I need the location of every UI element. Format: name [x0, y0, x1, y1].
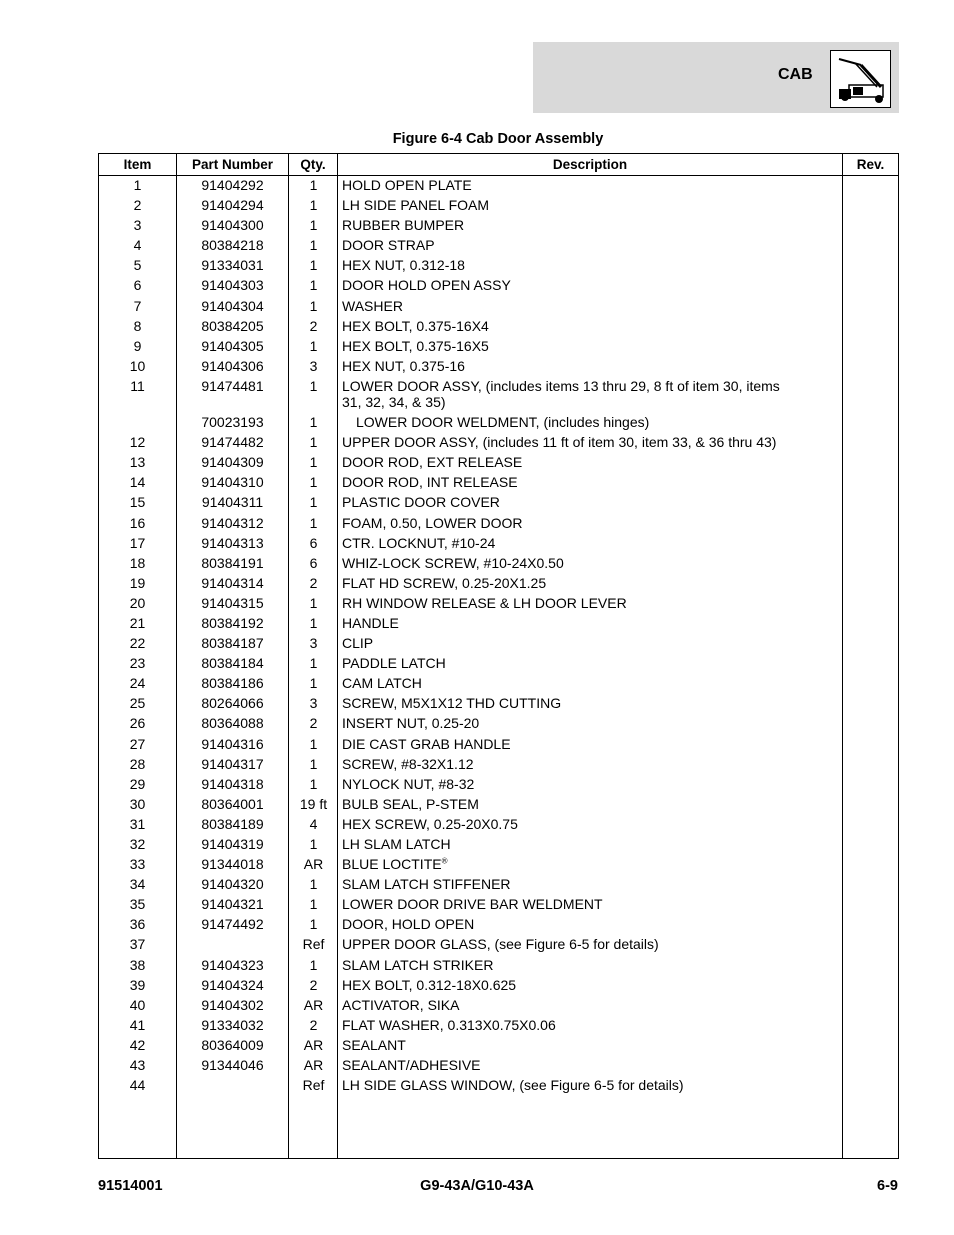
header-divider — [99, 175, 898, 176]
description-cell — [342, 358, 797, 374]
qty-cell: AR — [303, 996, 324, 1013]
description-text: DIE CAST GRAB HANDLE — [342, 735, 511, 752]
description-text: HEX BOLT, 0.375-16X4 — [342, 317, 489, 334]
part-number-cell: 91404323 — [201, 956, 264, 973]
footer-part-number: 91514001 — [98, 1178, 163, 1194]
description-text: CLIP — [342, 635, 374, 652]
description-cell — [342, 736, 797, 752]
part-number-cell: 91344018 — [201, 856, 264, 873]
description-text: BLUE LOCTITE — [342, 856, 442, 873]
description-cell — [342, 298, 797, 314]
description-text: LH SLAM LATCH — [342, 836, 451, 852]
description-text: CAM LATCH — [342, 675, 422, 692]
description-cell — [342, 1017, 797, 1033]
description-cell — [342, 237, 797, 253]
description-text: HOLD OPEN PLATE — [342, 177, 472, 193]
item-cell: 8 — [133, 317, 142, 334]
qty-cell: 1 — [309, 614, 318, 631]
qty-cell: AR — [303, 856, 324, 873]
description-cell — [342, 575, 797, 591]
qty-cell: 3 — [309, 695, 318, 712]
part-number-cell: 91404317 — [201, 755, 264, 772]
item-cell: 43 — [129, 1057, 146, 1074]
item-cell: 36 — [129, 916, 146, 933]
description-text: LOWER DOOR WELDMENT, (includes hinges) — [356, 414, 650, 431]
part-number-cell: 91334031 — [201, 257, 264, 274]
description-cell — [342, 997, 797, 1013]
description-cell — [342, 434, 797, 450]
item-cell: 41 — [129, 1016, 146, 1033]
table-body — [99, 177, 898, 1097]
qty-cell: 1 — [309, 197, 318, 214]
description-cell — [342, 896, 797, 912]
part-number-cell: 80384187 — [201, 635, 264, 652]
description-text: FOAM, 0.50, LOWER DOOR — [342, 514, 523, 531]
description-text: UPPER DOOR GLASS, (see Figure 6-5 for details) — [342, 936, 659, 953]
description-cell — [342, 595, 797, 611]
item-cell: 28 — [129, 755, 146, 772]
footer-model: G9-43A/G10-43A — [420, 1178, 534, 1194]
description-cell — [342, 856, 797, 872]
part-number-cell: 70023193 — [201, 414, 264, 431]
part-number-cell: 80384191 — [201, 554, 264, 571]
item-cell: 22 — [129, 635, 146, 652]
table-row — [99, 695, 898, 711]
description-text: RH WINDOW RELEASE & LH DOOR LEVER — [342, 594, 627, 611]
description-cell — [342, 957, 797, 973]
item-cell: 44 — [129, 1077, 146, 1094]
description-text: CTR. LOCKNUT, #10-24 — [342, 534, 496, 551]
description-text: SLAM LATCH STRIKER — [342, 956, 494, 973]
item-cell: 27 — [129, 735, 146, 752]
part-number-cell: 91404294 — [201, 197, 264, 214]
part-number-cell: 80384186 — [201, 675, 264, 692]
table-row — [99, 1037, 898, 1053]
description-cell — [342, 796, 797, 812]
item-cell: 18 — [129, 554, 146, 571]
footer-page-number: 6-9 — [877, 1178, 898, 1194]
table-row — [99, 277, 898, 293]
item-cell: 4 — [133, 237, 142, 254]
part-number-cell: 91404316 — [201, 735, 264, 752]
description-text: RUBBER BUMPER — [342, 217, 465, 234]
qty-cell: 3 — [309, 357, 318, 374]
table-row — [99, 756, 898, 772]
description-cell — [342, 635, 797, 651]
qty-cell: 1 — [309, 337, 318, 354]
item-cell: 11 — [130, 377, 145, 394]
description-cell — [342, 916, 797, 932]
description-text: UPPER DOOR ASSY, (includes 11 ft of item 30, item 33, & 36 thru 43) — [342, 434, 777, 451]
qty-cell: 1 — [309, 675, 318, 692]
qty-cell: 1 — [309, 377, 318, 394]
description-cell — [342, 615, 797, 631]
item-cell: 24 — [129, 675, 146, 692]
table-row — [99, 358, 898, 374]
description-text: FLAT HD SCREW, 0.25-20X1.25 — [342, 574, 547, 591]
description-text: DOOR HOLD OPEN ASSY — [342, 277, 511, 294]
qty-cell: 6 — [309, 534, 318, 551]
description-cell — [342, 675, 797, 691]
column-header-description: Description — [552, 157, 628, 172]
description-text: PLASTIC DOOR COVER — [342, 494, 500, 511]
description-text: DOOR STRAP — [342, 237, 435, 254]
qty-cell: 1 — [309, 177, 318, 193]
description-cell — [342, 197, 797, 213]
qty-cell: 1 — [309, 297, 318, 314]
description-cell — [342, 1057, 797, 1073]
part-number-cell: 91404311 — [201, 494, 264, 511]
item-cell: 37 — [129, 936, 146, 953]
qty-cell: 1 — [309, 655, 318, 672]
description-text: HEX SCREW, 0.25-20X0.75 — [342, 815, 518, 832]
part-number-cell: 80364001 — [201, 795, 264, 812]
table-row — [99, 414, 898, 430]
description-cell — [342, 414, 811, 430]
table-row — [99, 474, 898, 490]
part-number-cell: 91404321 — [201, 896, 264, 913]
item-cell: 38 — [129, 956, 146, 973]
description-text: LOWER DOOR ASSY, (includes items 13 thru 29, 8 ft of item 30, items 31, 32, 34, & 35) — [342, 377, 780, 410]
description-text: DOOR ROD, EXT RELEASE — [342, 454, 523, 471]
qty-cell: 3 — [309, 635, 318, 652]
item-cell: 6 — [133, 277, 142, 294]
description-text: HEX NUT, 0.312-18 — [342, 257, 465, 274]
qty-cell: 19 ft — [299, 795, 328, 812]
table-row — [99, 896, 898, 912]
qty-cell: 2 — [309, 574, 318, 591]
parts-table — [98, 153, 899, 1159]
description-text: SCREW, M5X1X12 THD CUTTING — [342, 695, 562, 712]
table-row — [99, 816, 898, 832]
table-row — [99, 736, 898, 752]
item-cell: 7 — [133, 297, 142, 314]
item-cell: 9 — [133, 337, 142, 354]
item-cell: 23 — [129, 655, 146, 672]
description-text: PADDLE LATCH — [342, 655, 446, 672]
description-text: DOOR, HOLD OPEN — [342, 916, 475, 933]
item-cell: 26 — [129, 715, 146, 732]
qty-cell: 1 — [309, 775, 318, 792]
registered-mark: ® — [441, 856, 448, 866]
item-cell: 25 — [129, 695, 146, 712]
item-cell: 15 — [129, 494, 146, 511]
qty-cell: 6 — [309, 554, 318, 571]
part-number-cell: 91404324 — [201, 976, 264, 993]
table-row — [99, 957, 898, 973]
qty-cell: 1 — [309, 916, 318, 933]
table-row — [99, 535, 898, 551]
qty-cell: Ref — [302, 1077, 325, 1094]
column-header-rev: Rev. — [856, 157, 885, 172]
description-text: WHIZ-LOCK SCREW, #10-24X0.50 — [342, 554, 564, 571]
description-cell — [342, 494, 797, 510]
description-text: NYLOCK NUT, #8-32 — [342, 775, 475, 792]
table-row — [99, 298, 898, 314]
description-text: SEALANT/ADHESIVE — [342, 1057, 481, 1074]
description-text: SEALANT — [342, 1036, 406, 1053]
qty-cell: 1 — [309, 594, 318, 611]
item-cell: 20 — [129, 594, 146, 611]
item-cell: 21 — [129, 614, 146, 631]
qty-cell: 1 — [309, 876, 318, 893]
table-row — [99, 595, 898, 611]
description-cell — [342, 474, 797, 490]
table-row — [99, 515, 898, 531]
table-row — [99, 796, 898, 812]
qty-cell: 1 — [309, 755, 318, 772]
item-cell: 40 — [129, 996, 146, 1013]
description-cell — [342, 936, 797, 952]
item-cell: 34 — [129, 876, 146, 893]
description-cell — [342, 655, 797, 671]
item-cell: 14 — [129, 474, 146, 491]
qty-cell: 2 — [309, 976, 318, 993]
description-cell — [342, 776, 797, 792]
part-number-cell: 80384189 — [201, 815, 264, 832]
table-row — [99, 655, 898, 671]
item-cell: 3 — [133, 217, 142, 234]
table-row — [99, 1057, 898, 1073]
description-cell — [342, 277, 797, 293]
table-row — [99, 177, 898, 193]
table-row — [99, 856, 898, 872]
description-text: LH SIDE PANEL FOAM — [342, 197, 490, 214]
description-cell — [342, 977, 797, 993]
table-row — [99, 454, 898, 470]
description-text: LH SIDE GLASS WINDOW, (see Figure 6-5 for details) — [342, 1077, 684, 1094]
description-text: BULB SEAL, P-STEM — [342, 795, 479, 812]
description-cell — [342, 715, 797, 731]
part-number-cell: 91404312 — [201, 514, 264, 531]
table-row — [99, 1017, 898, 1033]
qty-cell: 1 — [309, 474, 318, 491]
part-number-cell: 80264066 — [201, 695, 264, 712]
description-text: FLAT WASHER, 0.313X0.75X0.06 — [342, 1016, 556, 1033]
description-cell — [342, 257, 797, 273]
qty-cell: 1 — [309, 454, 318, 471]
table-row — [99, 776, 898, 792]
description-cell — [342, 555, 797, 571]
part-number-cell: 91404314 — [201, 574, 264, 591]
item-cell: 12 — [129, 434, 146, 451]
part-number-cell: 91404315 — [201, 594, 264, 611]
column-header-item: Item — [123, 157, 152, 172]
table-row — [99, 675, 898, 691]
table-row — [99, 555, 898, 571]
item-cell: 32 — [129, 836, 146, 852]
table-row — [99, 318, 898, 334]
item-cell: 42 — [129, 1036, 146, 1053]
part-number-cell: 91344046 — [201, 1057, 264, 1074]
qty-cell: 1 — [309, 735, 318, 752]
part-number-cell: 80364088 — [201, 715, 264, 732]
part-number-cell: 91404302 — [201, 996, 264, 1013]
qty-cell: 2 — [309, 317, 318, 334]
item-cell: 33 — [129, 856, 146, 873]
description-text: INSERT NUT, 0.25-20 — [342, 715, 480, 732]
description-cell — [342, 876, 797, 892]
part-number-cell: 91334032 — [201, 1016, 264, 1033]
qty-cell: 2 — [309, 715, 318, 732]
part-number-cell: 91404300 — [201, 217, 264, 234]
part-number-cell: 80384218 — [201, 237, 264, 254]
qty-cell: 1 — [309, 257, 318, 274]
qty-cell: AR — [303, 1036, 324, 1053]
item-cell: 17 — [129, 534, 146, 551]
qty-cell: 1 — [309, 237, 318, 254]
part-number-cell: 91474492 — [201, 916, 264, 933]
table-row — [99, 575, 898, 591]
description-text: HEX NUT, 0.375-16 — [342, 357, 465, 374]
figure-title: Figure 6-4 Cab Door Assembly — [392, 131, 604, 147]
table-row — [99, 197, 898, 213]
item-cell: 29 — [129, 775, 146, 792]
item-cell: 10 — [129, 357, 146, 374]
qty-cell: 1 — [309, 434, 318, 451]
description-cell — [342, 816, 797, 832]
description-text: HEX BOLT, 0.312-18X0.625 — [342, 976, 517, 993]
description-cell — [342, 217, 797, 233]
table-row — [99, 977, 898, 993]
description-cell — [342, 338, 797, 354]
item-cell: 5 — [133, 257, 142, 274]
part-number-cell: 91404303 — [201, 277, 264, 294]
part-number-cell: 91474481 — [201, 377, 264, 394]
table-row — [99, 635, 898, 651]
part-number-cell: 80384205 — [201, 317, 264, 334]
qty-cell: 4 — [309, 815, 318, 832]
table-row — [99, 1077, 898, 1093]
description-text: DOOR ROD, INT RELEASE — [342, 474, 518, 491]
item-cell: 39 — [129, 976, 146, 993]
table-row — [99, 715, 898, 731]
qty-cell: 1 — [309, 217, 318, 234]
table-row — [99, 916, 898, 932]
qty-cell: 1 — [309, 277, 318, 294]
part-number-cell: 91404305 — [201, 337, 264, 354]
qty-cell: 1 — [309, 896, 318, 913]
description-text: ACTIVATOR, SIKA — [342, 996, 460, 1013]
table-row — [99, 338, 898, 354]
description-text: SCREW, #8-32X1.12 — [342, 755, 474, 772]
qty-cell: AR — [303, 1057, 324, 1074]
section-label: CAB — [778, 66, 813, 83]
description-cell — [342, 756, 797, 772]
part-number-cell: 91404306 — [201, 357, 264, 374]
qty-cell: 1 — [309, 956, 318, 973]
part-number-cell: 91404320 — [201, 876, 264, 893]
description-cell — [342, 177, 797, 193]
part-number-cell: 91404310 — [201, 474, 264, 491]
description-cell — [342, 535, 797, 551]
column-header-qty: Qty. — [300, 157, 326, 172]
item-cell: 31 — [129, 815, 146, 832]
column-header-part-number: Part Number — [191, 157, 274, 172]
description-text: WASHER — [342, 297, 403, 314]
qty-cell: 1 — [309, 414, 318, 431]
table-row — [99, 936, 898, 952]
part-number-cell: 91474482 — [201, 434, 264, 451]
description-cell — [342, 1077, 797, 1093]
description-text: LOWER DOOR DRIVE BAR WELDMENT — [342, 896, 603, 913]
part-number-cell: 91404313 — [201, 534, 264, 551]
qty-cell: 1 — [309, 514, 318, 531]
part-number-cell: 91404304 — [201, 297, 264, 314]
description-cell — [342, 378, 797, 410]
item-cell: 30 — [129, 795, 146, 812]
part-number-cell: 80384184 — [201, 655, 264, 672]
item-cell: 16 — [129, 514, 146, 531]
table-row — [99, 237, 898, 253]
description-text: HANDLE — [342, 614, 399, 631]
table-row — [99, 615, 898, 631]
item-cell: 19 — [129, 574, 146, 591]
qty-cell: 1 — [309, 494, 318, 511]
part-number-cell: 80364009 — [201, 1036, 264, 1053]
part-number-cell: 91404319 — [201, 836, 264, 852]
table-row — [99, 997, 898, 1013]
part-number-cell: 91404292 — [201, 177, 264, 193]
item-cell: 13 — [129, 454, 146, 471]
table-row — [99, 836, 898, 852]
table-row — [99, 876, 898, 892]
table-row — [99, 217, 898, 233]
item-cell: 1 — [133, 177, 142, 193]
description-cell — [342, 1037, 797, 1053]
description-text: HEX BOLT, 0.375-16X5 — [342, 337, 489, 354]
description-text: SLAM LATCH STIFFENER — [342, 876, 511, 893]
table-row — [99, 434, 898, 450]
aerial-lift-icon — [830, 50, 891, 108]
item-cell: 2 — [133, 197, 142, 214]
qty-cell: 2 — [309, 1016, 318, 1033]
qty-cell: 1 — [309, 836, 318, 852]
table-row — [99, 494, 898, 510]
item-cell: 35 — [129, 896, 146, 913]
table-row — [99, 257, 898, 273]
description-cell — [342, 454, 797, 470]
description-cell — [342, 515, 797, 531]
part-number-cell: 91404318 — [201, 775, 264, 792]
table-row — [99, 378, 898, 410]
part-number-cell: 80384192 — [201, 614, 264, 631]
qty-cell: Ref — [302, 936, 325, 953]
description-cell — [342, 695, 797, 711]
description-cell — [342, 836, 797, 852]
part-number-cell: 91404309 — [201, 454, 264, 471]
description-cell — [342, 318, 797, 334]
